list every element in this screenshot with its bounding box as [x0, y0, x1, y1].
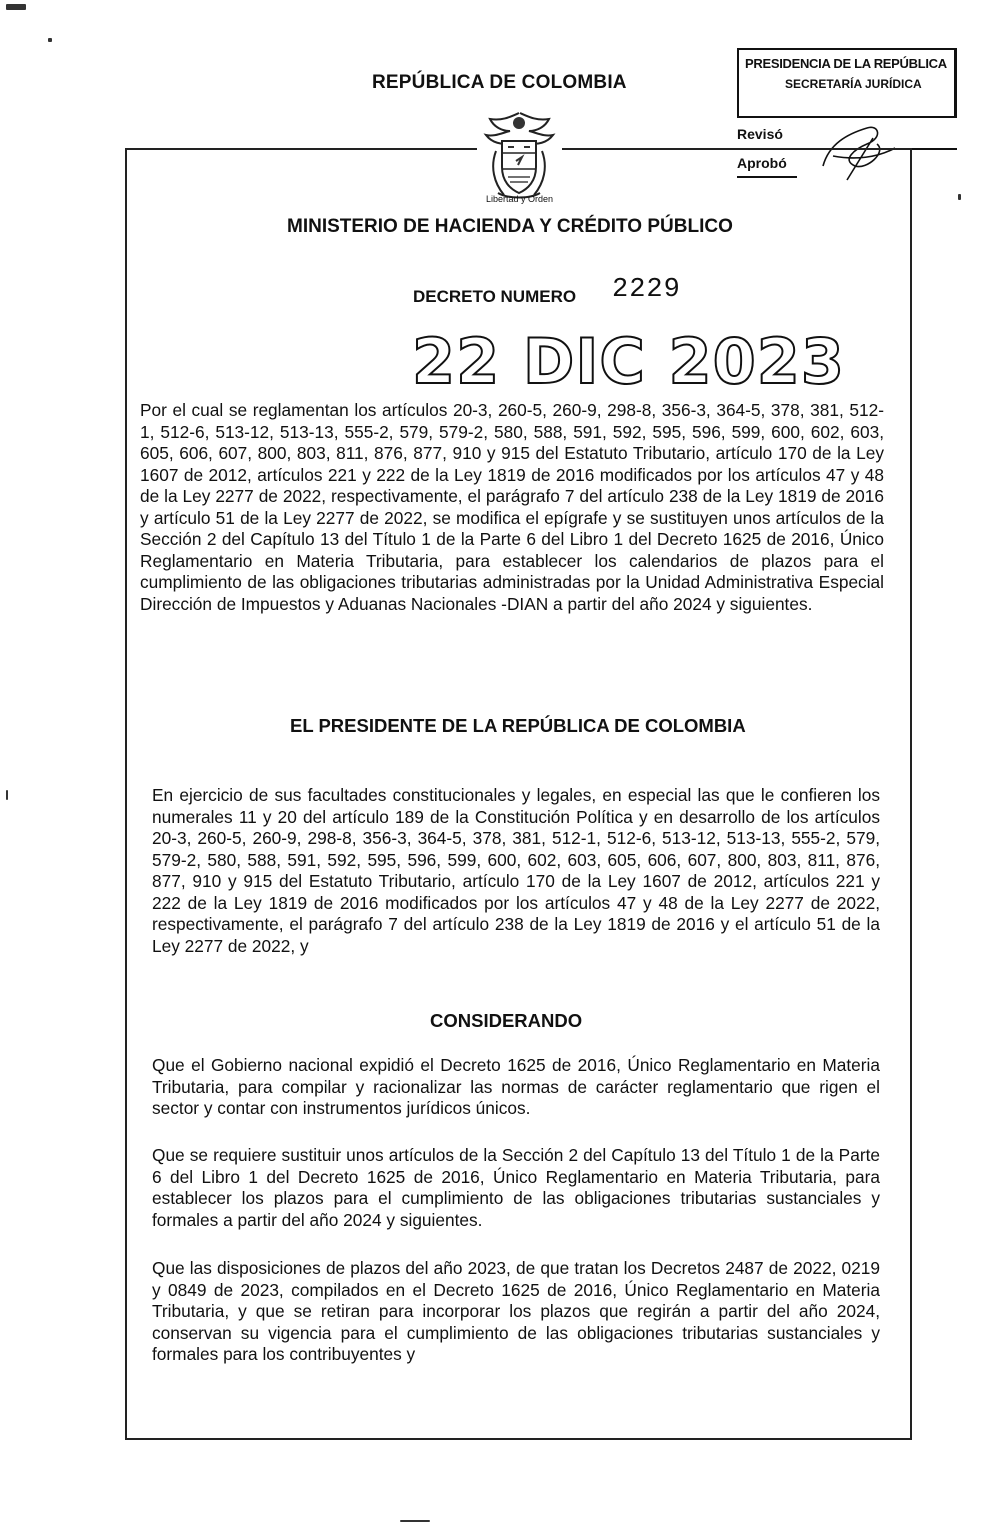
- considerando-paragraph-2: Que se requiere sustituir unos artículos de la Sección 2 del Capítulo 13 del Título 1 de la Parte 6 del Libro 1 del Decreto 1625 de 2016, Único Reglamentario en Materia Tributaria, para establecer los plazos para el cumplimiento de las obligaciones tributarias sustanciales y formales a partir del año 2024 y siguientes.: [152, 1145, 880, 1230]
- considerando-paragraph-3: Que las disposiciones de plazos del año 2023, de que tratan los Decretos 2487 de 2022, 0219 y 0849 de 2023, compilados en el Decreto 1625 de 2016, Único Reglamentario en Materia Tributaria, y que se retiran para incorporar los plazos que regirán a partir del año 2024, conservan su vigencia para el cumplimiento de las obligaciones tributarias sustanciales y formales para los contribuyentes y: [152, 1258, 880, 1364]
- considerando-paragraph-1: Que el Gobierno nacional expidió el Decreto 1625 de 2016, Único Reglamentario en Materia Tributaria, para compilar y racionalizar las normas de carácter reglamentario que rigen el sector y contar con instrumentos jurídicos únicos.: [152, 1055, 880, 1118]
- stamp-line-1: PRESIDENCIA DE LA REPÚBLICA: [745, 56, 947, 71]
- scan-speck: [958, 194, 961, 200]
- decree-summary: Por el cual se reglamentan los artículos 20-3, 260-5, 260-9, 298-8, 356-3, 364-5, 378, 381, 512-1, 512-6, 513-12, 513-13, 555-2, 579, 579-2, 580, 588, 591, 592, 595, 596, 599, 600, 602, 603, 605, 606, 607, 800, 803, 811, 876, 877, 910 y 915 del Estatuto Tributario, artículo 170 de la Ley 1607 de 2012, artículos 221 y 222 de la Ley 1819 de 2016 modificados por los artículos 47 y 48 de la Ley 2277 de 2022, respectivamente, el parágrafo 7 del artículo 238 de la Ley 1819 de 2016 y artículo 51 de la Ley 2277 de 2022, se modifica el epígrafe y se sustituyen unos artículos de la Sección 2 del Capítulo 13 del Título 1 de la Parte 6 del Libro 1 del Decreto 1625 de 2016, Único Reglamentario en Materia Tributaria, para establecer los calendarios de plazos para el cumplimiento de las obligaciones tributarias administradas por la Unidad Administrativa Especial Dirección de Impuestos y Aduanas Nacionales -DIAN a partir del año 2024 y siguientes.: [140, 400, 884, 614]
- considerando-heading: CONSIDERANDO: [430, 1010, 583, 1031]
- stamp-reviso: Revisó: [737, 126, 783, 142]
- coat-of-arms-icon: [472, 107, 567, 207]
- stamp-line-2: SECRETARÍA JURÍDICA: [785, 77, 922, 91]
- scan-speck: [48, 38, 52, 42]
- stamp-aprobo: Aprobó: [737, 155, 787, 171]
- motto: Libertad y Orden: [486, 194, 554, 204]
- powers-paragraph: En ejercicio de sus facultades constitucionales y legales, en especial las que le confieren los numerales 11 y 20 del artículo 189 de la Constitución Política y en desarrollo de los artículos 20-3, 260-5, 260-9, 298-8, 356-3, 364-5, 378, 381, 512-1, 512-6, 513-12, 513-13, 555-2, 579, 579-2, 580, 588, 591, 592, 595, 596, 599, 600, 602, 603, 605, 606, 607, 800, 803, 811, 876, 877, 910 y 915 del Estatuto Tributario, artículo 170 de la Ley 1607 de 2012, artículos 221 y 222 de la Ley 1819 de 2016 modificados por los artículos 47 y 48 de la Ley 2277 de 2022, respectivamente, el parágrafo 7 del artículo 238 de la Ley 1819 de 2016 y el artículo 51 de la Ley 2277 de 2022, y: [152, 785, 880, 956]
- president-heading: EL PRESIDENTE DE LA REPÚBLICA DE COLOMBIA: [290, 715, 746, 736]
- scan-speck: [6, 790, 8, 800]
- decree-number: 2229: [612, 275, 681, 305]
- decree-label: DECRETO NUMERO: [413, 287, 577, 306]
- scan-speck: [400, 1520, 430, 1522]
- scan-speck: [6, 4, 26, 10]
- ministry-heading: MINISTERIO DE HACIENDA Y CRÉDITO PÚBLICO: [287, 216, 733, 237]
- decree-date-stamp: 22 DIC 2023: [412, 325, 846, 398]
- country-heading: REPÚBLICA DE COLOMBIA: [372, 72, 627, 93]
